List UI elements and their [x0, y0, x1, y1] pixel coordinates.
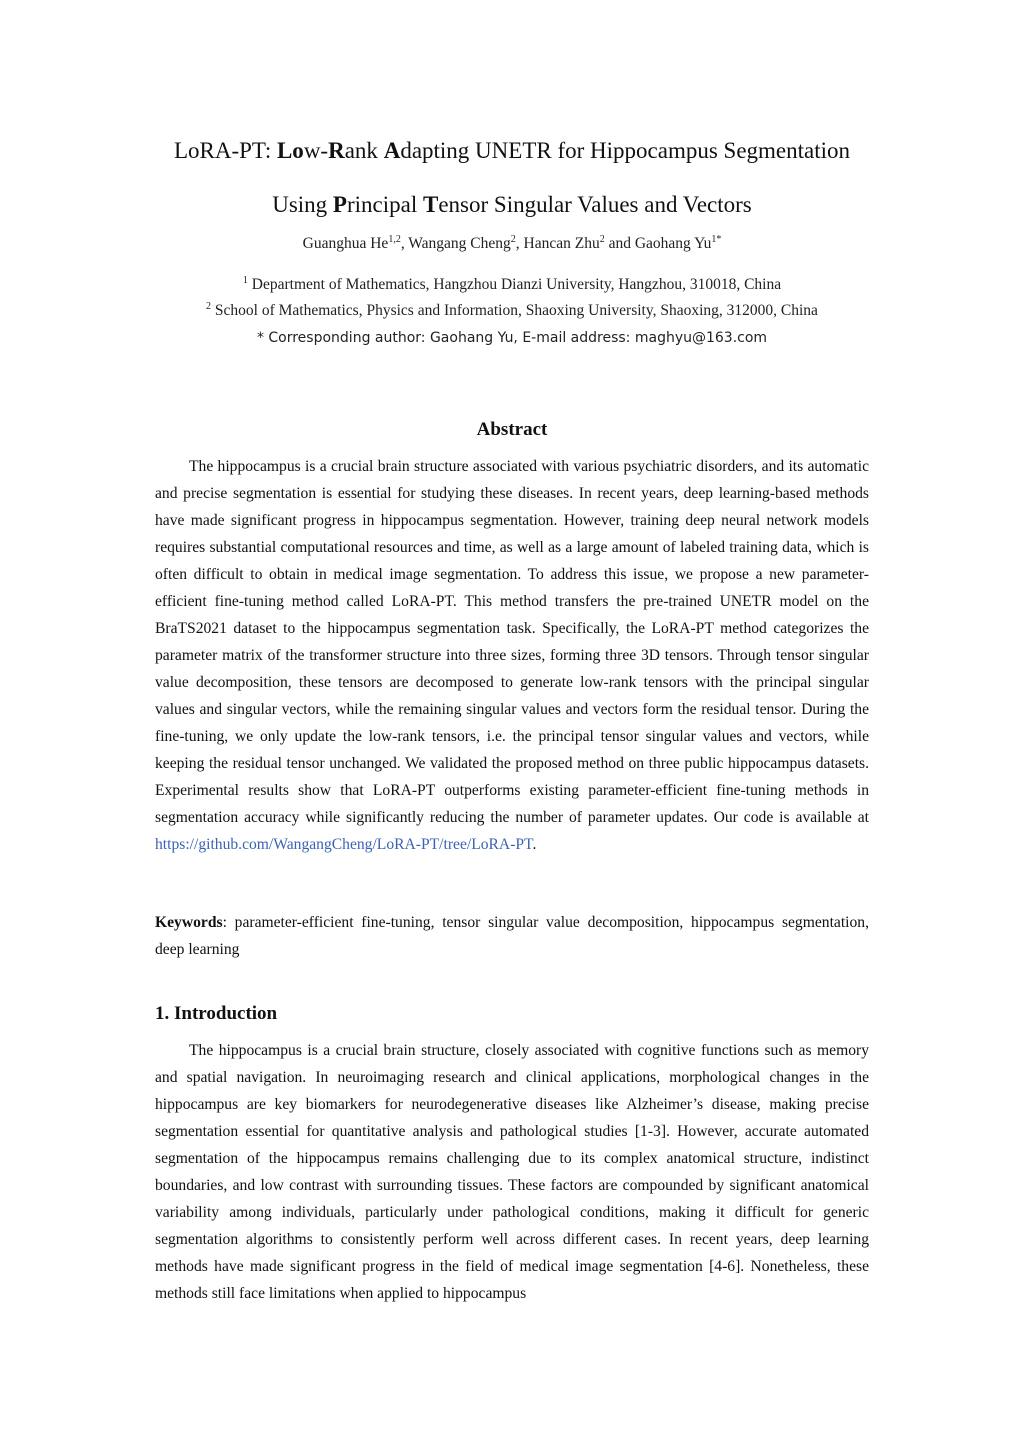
introduction-paragraph: The hippocampus is a crucial brain structure, closely associated with cognitive functions such as memory and spatial navigation. In neuroimaging research and clinical applications, morphological changes in the hippocampus are key biomarkers for neurodegenerative diseases like Alzheimer’s disease, making precise segmentation essential for quantitative analysis and pathological studies [1-3]. However, accurate automated segmentation of the hippocampus remains challenging due to its complex anatomical structure, indistinct boundaries, and low contrast with surrounding tissues. These factors are compounded by significant anatomical variability among individuals, particularly under pathological conditions, making it difficult for generic segmentation algorithms to consistently perform well across different cases. In recent years, deep learning methods have made significant progress in the field of medical image segmentation [4-6]. Nonetheless, these methods still face limitations when applied to hippocampus [155, 1042, 869, 1302]
author-list [0, 235, 1024, 253]
title-part-bold: R [328, 138, 345, 163]
affiliation-2 [0, 302, 1024, 320]
author-name: , Wangang Cheng [400, 235, 511, 252]
title-part: LoRA-PT: [173, 138, 277, 163]
title-part: ank [344, 138, 384, 163]
abstract-heading: Abstract [476, 419, 548, 440]
affiliation-mark: 1 [242, 274, 248, 286]
title-part-bold: P [332, 192, 347, 217]
author-affiliation-mark: 1,2 [388, 233, 401, 245]
affiliation-mark: 2 [206, 300, 212, 312]
title-part: dapting UNETR for Hippocampus Segmentation [400, 138, 851, 163]
title-part-bold: A [383, 138, 401, 163]
author-name: , Hancan Zhu [515, 235, 600, 252]
title-part-bold: T [422, 192, 439, 217]
title-part: rincipal [346, 192, 423, 217]
corresponding-author: * Corresponding author: Gaohang Yu, E-mail address: maghyu@163.com [256, 330, 768, 346]
code-repository-link[interactable]: https://github.com/WangangCheng/LoRA-PT/tree/LoRA-PT [155, 836, 533, 853]
abstract-text: The hippocampus is a crucial brain structure associated with various psychiatric disorders, and its automatic and precise segmentation is essential for studying these diseases. In recent years, deep learning-based methods have made significant progress in hippocampus segmentation. However, training deep neural network models requires substantial computational resources and time, as well as a large amount of labeled training data, which is often difficult to obtain in medical image segmentation. To address this issue, we propose a new parameter-efficient fine-tuning method called LoRA-PT. This method transfers the pre-trained UNETR model on the BraTS2021 dataset to the hippocampus segmentation task. Specifically, the LoRA-PT method categorizes the parameter matrix of the transformer structure into three sizes, forming three 3D tensors. Through tensor singular value decomposition, these tensors are decomposed to generate low-rank tensors with the principal singular values and singular vectors, while the remaining singular values and vectors form the residual tensor. During the fine-tuning, we only update the low-rank tensors, i.e. the principal tensor singular values and vectors, while keeping the residual tensor unchanged. We validated the proposed method on three public hippocampus datasets. Experimental results show that LoRA-PT outperforms existing parameter-efficient fine-tuning methods in segmentation accuracy while significantly reducing the number of parameter updates. Our code is available at [155, 458, 869, 826]
author-name: and Gaohang Yu [604, 235, 712, 252]
affiliation-text: Department of Mathematics, Hangzhou Dianzi University, Hangzhou, 310018, China [247, 276, 782, 293]
author-affiliation-mark: 2 [510, 233, 516, 245]
introduction-body [155, 1037, 869, 1307]
author-affiliation-mark: 2 [599, 233, 605, 245]
keywords-label: Keywords [155, 914, 223, 931]
title-part: Using [272, 192, 333, 217]
keywords-paragraph [155, 909, 869, 963]
affiliation-1 [0, 276, 1024, 294]
abstract-body [155, 453, 869, 858]
affiliation-text: School of Mathematics, Physics and Information, Shaoxing University, Shaoxing, 312000, China [211, 302, 818, 319]
paper-title-line-1 [0, 138, 1024, 164]
title-part: w- [303, 138, 329, 163]
keywords-text: : parameter-efficient fine-tuning, tensor singular value decomposition, hippocampus segmentation, deep learning [155, 914, 869, 958]
introduction-heading: 1. Introduction [155, 1003, 278, 1024]
keywords-block [155, 909, 869, 963]
title-part-bold: Lo [276, 138, 304, 163]
paper-title-line-2 [0, 192, 1024, 218]
abstract-end: . [532, 836, 537, 853]
author-affiliation-mark: 1* [711, 233, 722, 245]
abstract-paragraph [155, 453, 869, 858]
title-part: ensor Singular Values and Vectors [438, 192, 752, 217]
author-name: Guanghua He [302, 235, 389, 252]
